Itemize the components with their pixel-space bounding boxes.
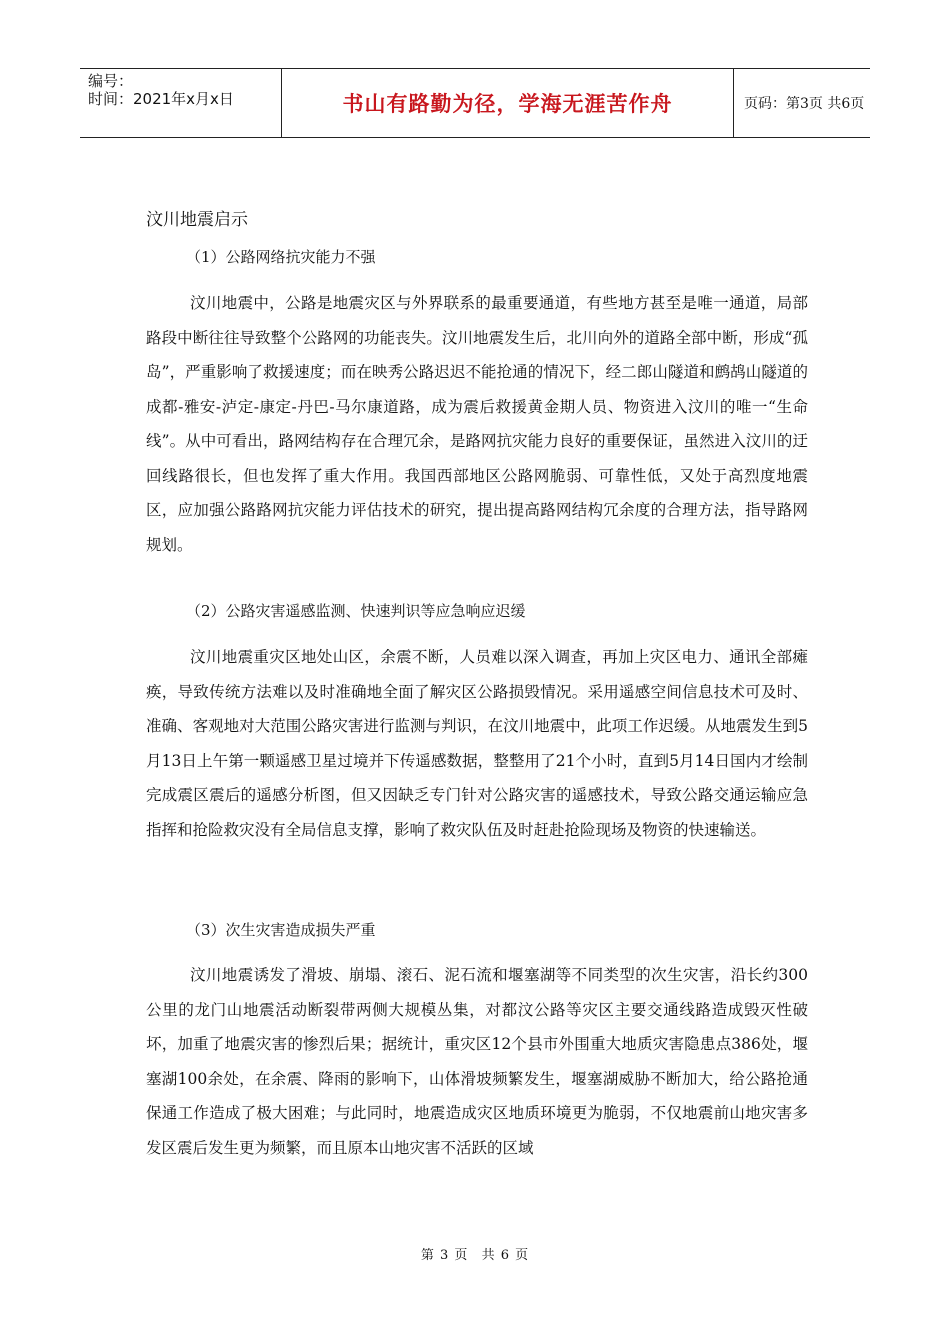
footer-page: 第 3 页 (420, 1248, 469, 1263)
number-label: 编号： (88, 72, 134, 90)
page-footer (0, 1244, 950, 1263)
section-heading-2: （2）公路灾害遥感监测、快速判识等应急响应迟缓 (186, 602, 526, 620)
header-meta (80, 69, 281, 137)
page-header (80, 68, 870, 138)
document-title: 汶川地震启示 (146, 210, 248, 230)
section-paragraph-2: 汶川地震重灾区地处山区，余震不断，人员难以深入调查，再加上灾区电力、通讯全部瘫痪，导致传统方法难以及时准确地全面了解灾区公路损毁情况。采用遥感空间信息技术可及时、准确、客观地对大范围公路灾害进行监测与判识，在汶川地震中，此项工作迟缓。从地震发生到5月13日上午第一颗遥感卫星过境并下传遥感数据，整整用了21个小时，直到5月14日国内才绘制完成震区震后的遥感分析图，但又因缺乏专门针对公路灾害的遥感技术，导致公路交通运输应急指挥和抢险救灾没有全局信息支撑，影响了救灾队伍及时赶赴抢险现场及物资的快速输送。 (146, 648, 808, 839)
section-heading-1: （1）公路网络抗灾能力不强 (186, 248, 376, 266)
page-label: 页码：第3页 共6页 (744, 96, 865, 112)
motto: 书山有路勤为径，学海无涯苦作舟 (281, 69, 734, 137)
section-heading-3: （3）次生灾害造成损失严重 (186, 921, 376, 939)
section-paragraph-1: 汶川地震中，公路是地震灾区与外界联系的最重要通道，有些地方甚至是唯一通道，局部路段中断往往导致整个公路网的功能丧失。汶川地震发生后，北川向外的道路全部中断，形成“孤岛”，严重影响了救援速度；而在映秀公路迟迟不能抢通的情况下，经二郎山隧道和鹧鸪山隧道的成都-雅安-泸定-康定-丹巴-马尔康道路，成为震后救援黄金期人员、物资进入汶川的唯一“生命线”。从中可看出，路网结构存在合理冗余，是路网抗灾能力良好的重要保证，虽然进入汶川的迂回线路很长，但也发挥了重大作用。我国西部地区公路网脆弱、可靠性低，又处于高烈度地震区，应加强公路路网抗灾能力评估技术的研究，提出提高路网结构冗余度的合理方法，指导路网规划。 (146, 294, 808, 554)
section-paragraph-3: 汶川地震诱发了滑坡、崩塌、滚石、泥石流和堰塞湖等不同类型的次生灾害，沿长约300公里的龙门山地震活动断裂带两侧大规模丛集，对都汶公路等灾区主要交通线路造成毁灭性破坏，加重了地震灾害的惨烈后果；据统计，重灾区12个县市外围重大地质灾害隐患点386处，堰塞湖100余处，在余震、降雨的影响下，山体滑坡频繁发生，堰塞湖威胁不断加大，给公路抢通保通工作造成了极大困难；与此同时，地震造成灾区地质环境更为脆弱，不仅地震前山地灾害多发区震后发生更为频繁，而且原本山地灾害不活跃的区域 (146, 966, 808, 1157)
time-label: 时间：2021年x月x日 (88, 90, 234, 108)
footer-total: 共 6 页 (481, 1248, 530, 1263)
